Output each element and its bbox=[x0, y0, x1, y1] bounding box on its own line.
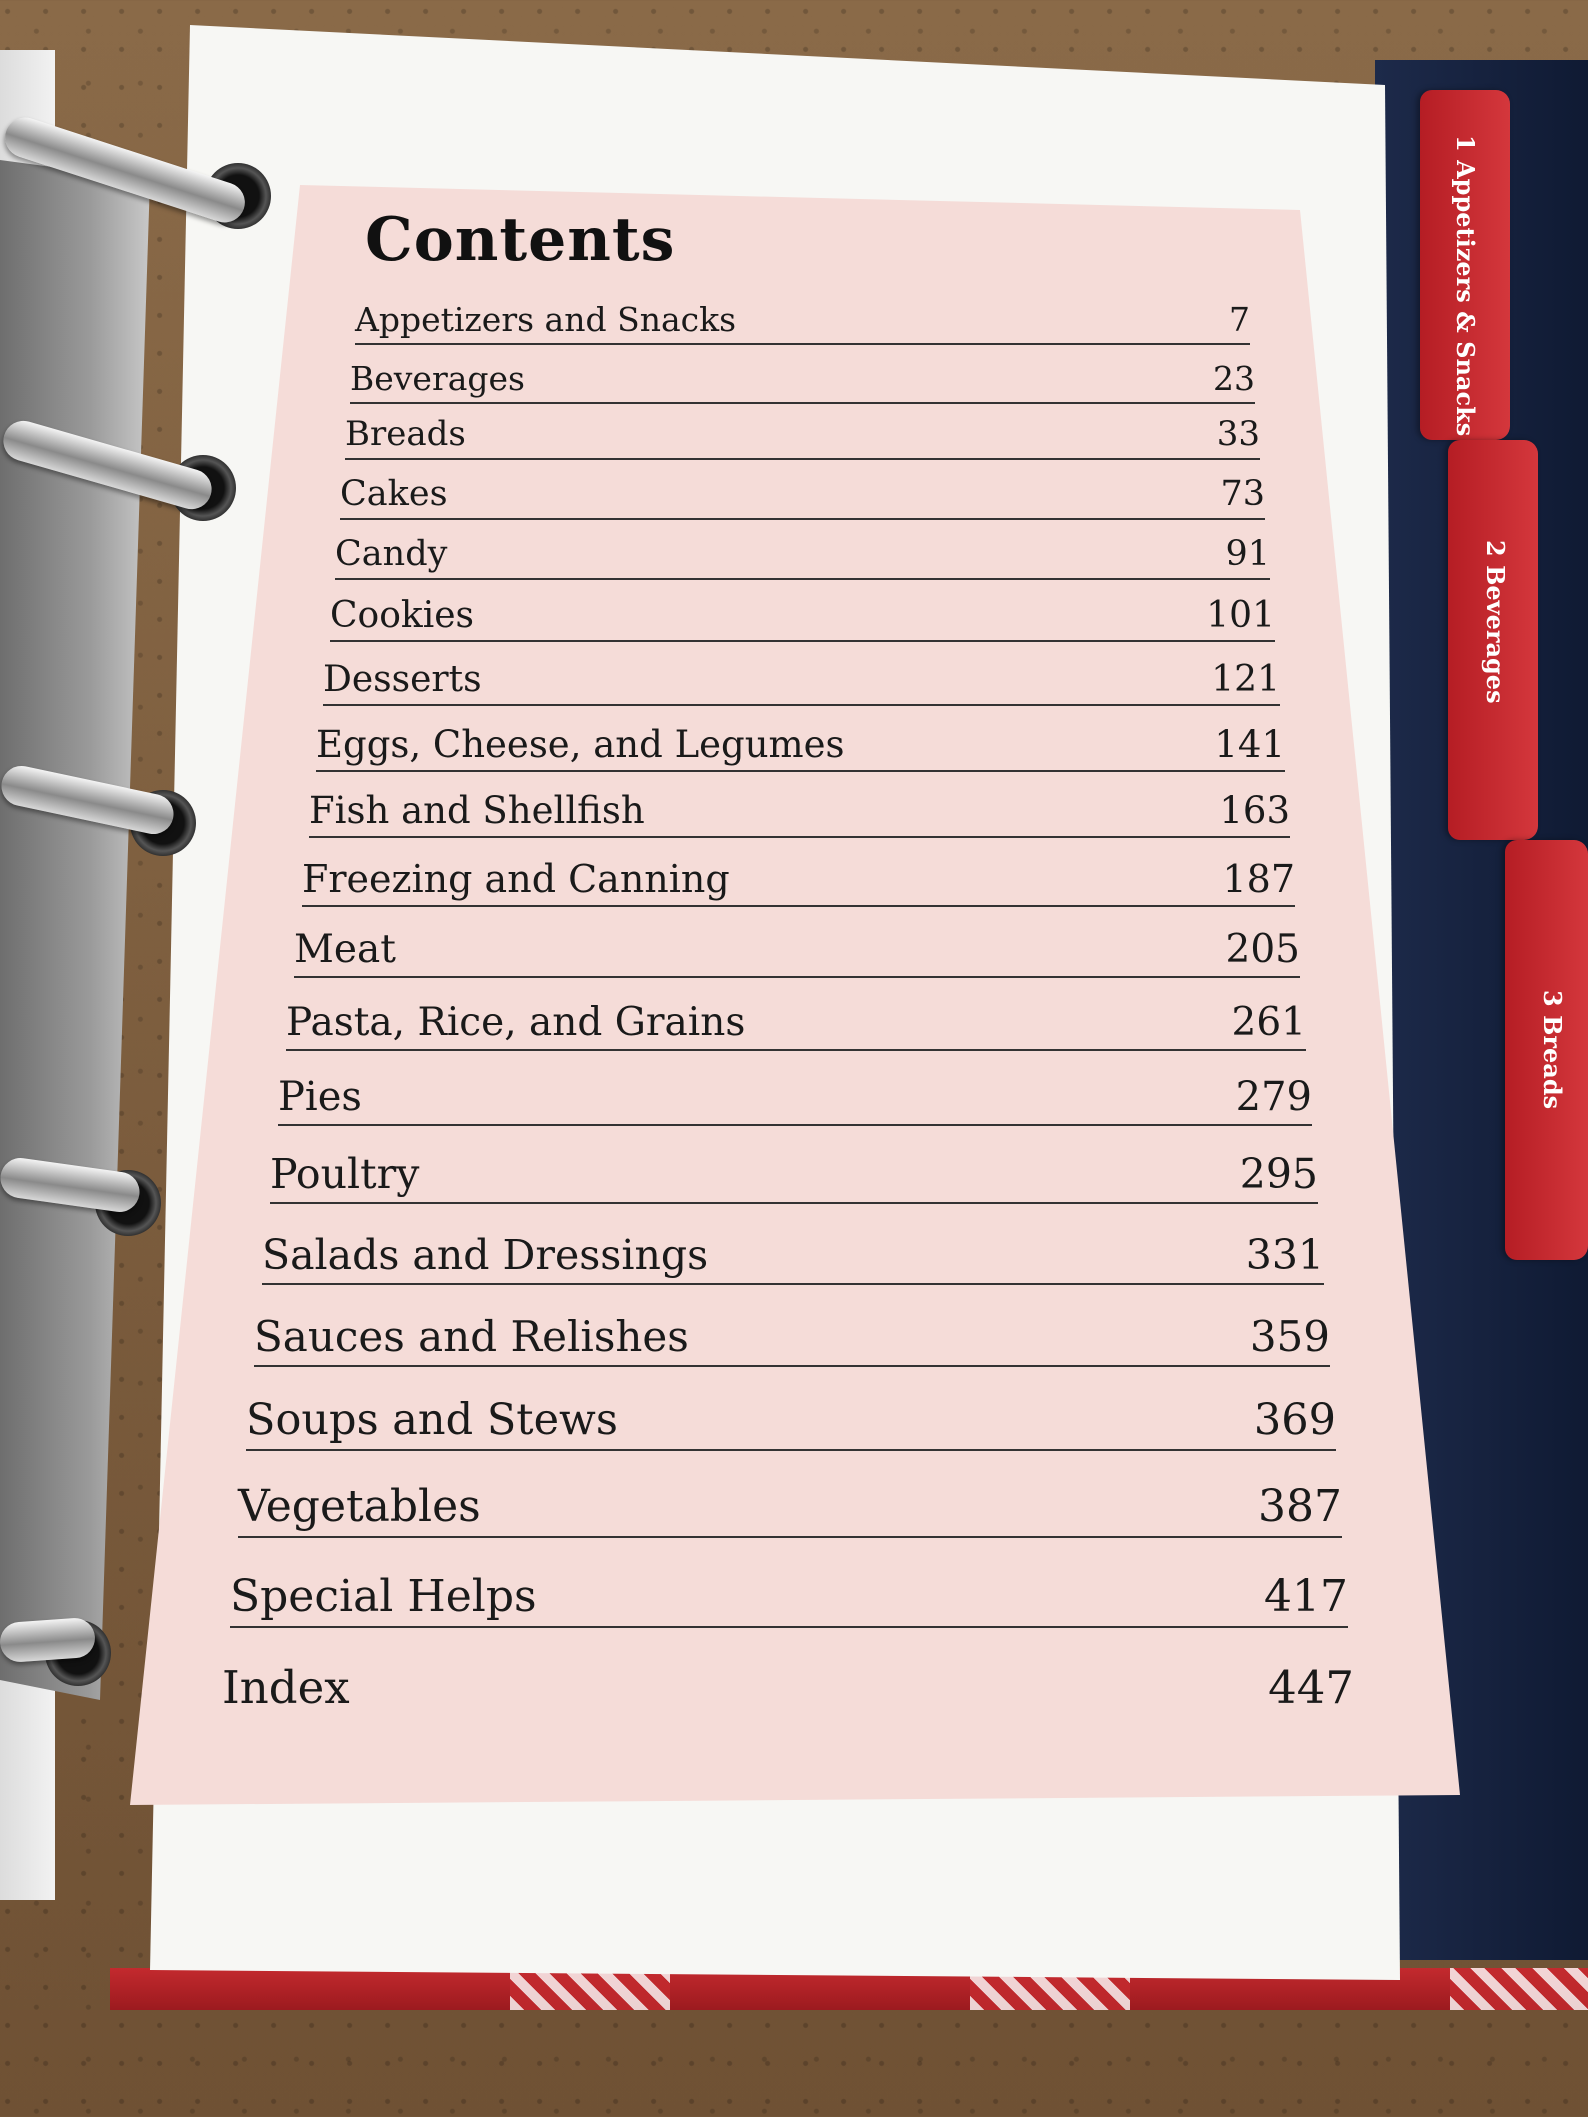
tab-3-label: Breads bbox=[1538, 1015, 1567, 1110]
toc-entry-title: Breads bbox=[345, 414, 466, 454]
toc-entry[interactable] bbox=[238, 1481, 1342, 1538]
toc-entry-page: 369 bbox=[1253, 1395, 1336, 1445]
toc-entry-page: 141 bbox=[1214, 723, 1285, 766]
toc-divider bbox=[302, 905, 1295, 907]
toc-entry-page: 91 bbox=[1225, 534, 1270, 574]
toc-divider bbox=[330, 640, 1275, 642]
toc-entry-title: Sauces and Relishes bbox=[254, 1312, 689, 1361]
toc-entry[interactable] bbox=[278, 1074, 1312, 1126]
binder-spine bbox=[0, 160, 150, 1700]
toc-entry[interactable] bbox=[230, 1571, 1348, 1628]
toc-entry-page: 205 bbox=[1225, 927, 1300, 972]
toc-entry[interactable] bbox=[270, 1150, 1318, 1204]
tab-3-number: 3 bbox=[1538, 990, 1567, 1007]
toc-entry-page: 261 bbox=[1231, 1000, 1306, 1045]
toc-entry[interactable] bbox=[294, 927, 1300, 978]
toc-entry-title: Index bbox=[222, 1661, 350, 1714]
toc-entry-page: 359 bbox=[1249, 1312, 1330, 1361]
toc-entry-title: Vegetables bbox=[238, 1481, 481, 1532]
toc-entry[interactable] bbox=[316, 723, 1285, 772]
toc-entry-title: Desserts bbox=[323, 659, 482, 700]
toc-entry-page: 417 bbox=[1264, 1571, 1348, 1622]
toc-divider bbox=[230, 1626, 1348, 1628]
toc-divider bbox=[355, 343, 1250, 345]
toc-divider bbox=[309, 836, 1290, 838]
toc-entry-title: Poultry bbox=[270, 1150, 420, 1198]
toc-entry-page: 7 bbox=[1229, 300, 1250, 339]
divider-tab-1[interactable] bbox=[1420, 90, 1510, 440]
toc-divider bbox=[254, 1365, 1330, 1367]
toc-entry[interactable] bbox=[246, 1395, 1336, 1451]
toc-entry-title: Meat bbox=[294, 927, 396, 972]
toc-divider bbox=[294, 976, 1300, 978]
toc-entry[interactable] bbox=[222, 1661, 1354, 1720]
binder-ring-5 bbox=[0, 1617, 96, 1664]
toc-entry-title: Special Helps bbox=[230, 1571, 537, 1622]
toc-divider bbox=[350, 402, 1255, 404]
toc-entry-title: Beverages bbox=[350, 359, 525, 398]
toc-entry-title: Appetizers and Snacks bbox=[355, 300, 737, 339]
toc-entry-title: Fish and Shellfish bbox=[309, 789, 645, 832]
toc-entry[interactable] bbox=[340, 474, 1265, 520]
toc-divider bbox=[345, 458, 1260, 460]
toc-entry[interactable] bbox=[330, 595, 1275, 642]
tab-1-label: Appetizers & Snacks bbox=[1451, 160, 1480, 437]
toc-entry-title: Freezing and Canning bbox=[302, 857, 730, 901]
toc-divider bbox=[262, 1283, 1324, 1285]
divider-tab-3[interactable] bbox=[1505, 840, 1588, 1260]
toc-entry-page: 187 bbox=[1222, 857, 1295, 901]
toc-divider bbox=[238, 1536, 1342, 1538]
toc-entry[interactable] bbox=[350, 359, 1255, 404]
toc-entry[interactable] bbox=[355, 300, 1250, 345]
toc-entry[interactable] bbox=[309, 789, 1290, 838]
toc-entry-title: Soups and Stews bbox=[246, 1395, 618, 1445]
contents-heading: Contents bbox=[365, 205, 676, 275]
toc-entry-page: 33 bbox=[1216, 414, 1260, 454]
toc-entry[interactable] bbox=[345, 414, 1260, 460]
toc-entry-page: 447 bbox=[1268, 1661, 1354, 1714]
tab-2-number: 2 bbox=[1481, 540, 1510, 557]
toc-entry[interactable] bbox=[286, 1000, 1306, 1051]
toc-entry[interactable] bbox=[262, 1231, 1324, 1285]
toc-entry-title: Candy bbox=[335, 534, 448, 574]
tab-1-number: 1 bbox=[1451, 135, 1480, 152]
toc-entry-page: 279 bbox=[1235, 1074, 1312, 1120]
toc-entry-page: 387 bbox=[1258, 1481, 1342, 1532]
toc-divider bbox=[270, 1202, 1318, 1204]
toc-divider bbox=[335, 578, 1270, 580]
toc-entry-title: Salads and Dressings bbox=[262, 1231, 709, 1279]
toc-divider bbox=[323, 704, 1280, 706]
toc-entry-title: Cookies bbox=[330, 595, 474, 636]
toc-entry-page: 295 bbox=[1239, 1150, 1318, 1198]
toc-entry[interactable] bbox=[254, 1312, 1330, 1367]
toc-entry[interactable] bbox=[302, 857, 1295, 907]
toc-entry[interactable] bbox=[323, 659, 1280, 706]
toc-entry-page: 331 bbox=[1245, 1231, 1324, 1279]
toc-divider bbox=[316, 770, 1285, 772]
toc-divider bbox=[246, 1449, 1336, 1451]
toc-entry-page: 101 bbox=[1206, 595, 1275, 636]
toc-entry-page: 23 bbox=[1213, 359, 1255, 398]
toc-entry-title: Pasta, Rice, and Grains bbox=[286, 1000, 746, 1045]
toc-divider bbox=[340, 518, 1265, 520]
toc-divider bbox=[278, 1124, 1312, 1126]
toc-entry-page: 121 bbox=[1211, 659, 1280, 700]
toc-entry-title: Pies bbox=[278, 1074, 362, 1120]
toc-entry-page: 73 bbox=[1220, 474, 1265, 514]
tab-2-label: Beverages bbox=[1481, 565, 1510, 704]
toc-entry-title: Eggs, Cheese, and Legumes bbox=[316, 723, 845, 766]
divider-tab-2[interactable] bbox=[1448, 440, 1538, 840]
toc-divider bbox=[286, 1049, 1306, 1051]
toc-entry[interactable] bbox=[335, 534, 1270, 580]
toc-entry-page: 163 bbox=[1219, 789, 1290, 832]
toc-entry-title: Cakes bbox=[340, 474, 448, 514]
